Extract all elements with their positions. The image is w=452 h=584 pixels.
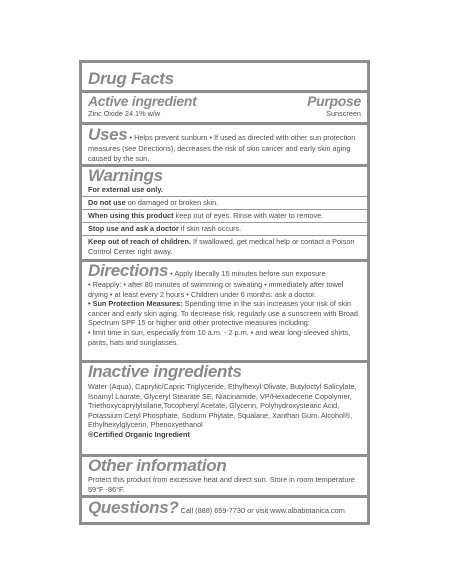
questions-section [88,499,361,517]
active-ingredient-heading: Active ingredient [88,93,197,109]
directions-line-1: • Apply liberally 15 minutes before sun exposure [170,269,326,278]
purpose-heading: Purpose [307,93,361,109]
keep-out-label: Keep out of reach of children. [88,237,191,246]
directions-sun-protection [88,299,361,328]
when-using-label: When using this product [88,211,174,220]
uses-heading: Uses [88,125,128,144]
other-info-text: Protect this product from excessive heat and direct sun. Store in room temperature 59°F -86°F. [88,475,355,494]
other-info-section [88,457,361,494]
other-info-heading: Other information [88,456,227,475]
keep-out-text: If swallowed, get medical help or contact a Poison Control Center right away. [88,237,355,256]
inactive-heading: Inactive ingredients [88,362,242,381]
warning-stop-use [88,224,361,234]
certified-note: ®Certified Organic Ingredient [88,429,190,439]
drug-facts-panel [79,60,370,525]
do-not-use-text: on damaged or broken skin. [125,198,219,207]
questions-heading: Questions? [88,498,179,517]
uses-text: • Helps prevent sunburn • If used as directed with other sun protection measures (see Directions), decreases the risk of skin cancer and early skin aging caused by the sun. [88,133,356,163]
sun-protection-label: • Sun Protection Measures: [88,299,183,309]
inactive-section [88,363,361,440]
when-using-text: keep out of eyes. Rinse with water to remove. [173,211,324,220]
do-not-use-label: Do not use [88,198,126,207]
purpose-value: Sunscreen [326,109,361,118]
directions-limit-time: • limit time in sun, especially from 10 a.m. - 2 p.m. • and wear long-sleeved shirts, pants, hats and sunglasses. [88,327,351,347]
active-ingredient-value: Zinc Oxide 24.1% w/w [88,109,161,118]
inactive-text: Water (Aqua), Caprylic/Capric Triglyceride, Ethylhexyl Olivate, Butyloctyl Salicylate, Isoamyl Laurate, Glyceryl Stearate SE, Niacinamide, VP/Hexadecene Copolymer, Triethoxycaprylylsilane,Tocopheryl Acetate, Glycerin, Polyhydroxystearic Acid, Potassium Cetyl Phosphate, Sodium Phytate, Squalane, Xanthan Gum, Alcohol®, Ethylhexylglycerin, Phenoxyethanol [88,382,357,430]
uses-section [88,126,361,163]
divider-thin [82,196,367,197]
warning-keep-out [88,237,361,256]
sun-protection-text: Spending time in the sun increases your risk of skin cancer and early skin aging. To decrease risk, regularly use a sunscreen with Broad Spectrum SPF 15 or higher and other protective measures including: [88,299,358,328]
active-ingredient-section [88,94,361,124]
purpose-block [307,94,361,119]
warning-do-not-use [88,198,361,208]
drug-facts-title: Drug Facts [88,69,174,88]
divider-thin [82,235,367,236]
directions-section [88,262,361,347]
directions-reapply: • Reapply: • after 80 minutes of swimming or sweating • immediately after towel drying • at least every 2 hours • Children under 6 months: ask a doctor. [88,280,344,299]
stop-use-label: Stop use and ask a doctor [88,224,179,233]
divider-thin [82,222,367,223]
directions-heading: Directions [88,261,169,280]
warning-external: For external use only. [88,185,163,194]
warning-when-using [88,211,361,221]
divider-thin [82,209,367,210]
stop-use-text: if skin rash occurs. [178,224,242,233]
warnings-heading: Warnings [88,166,163,185]
questions-text: Call (888) 659-7730 or visit www.albabotanica.com [180,506,345,515]
